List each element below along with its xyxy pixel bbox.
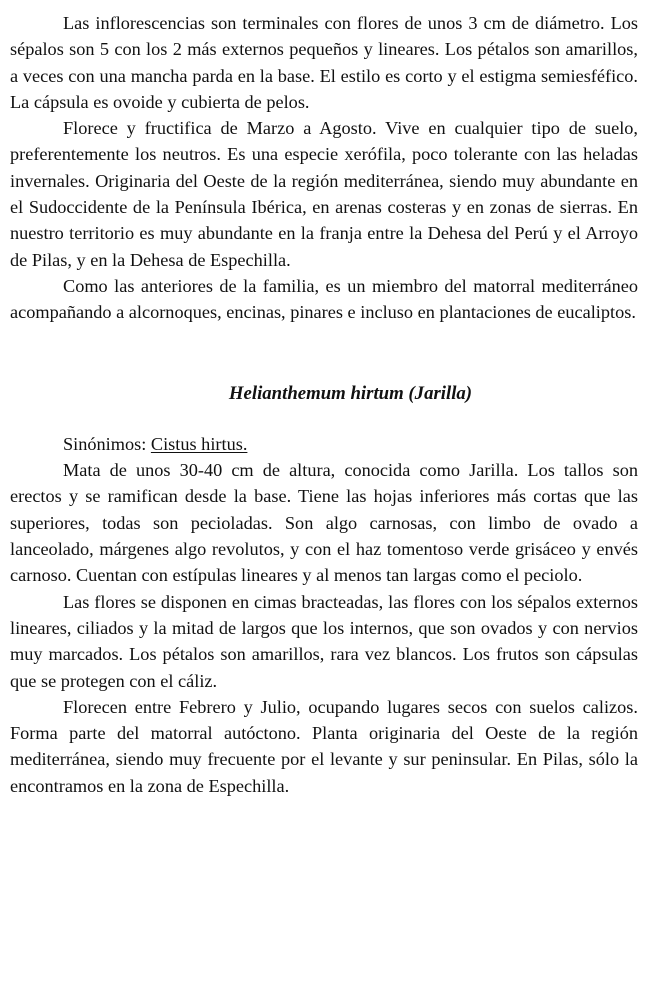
document-page: [10, 0, 638, 799]
paragraph-flowers: Las flores se disponen en cimas bracteadas, las flores con los sépalos externos lineares, ciliados y la mitad de largos que los internos, que son ovados y con nervios muy marcados. Los pétalos son amarillos, rara vez blancos. Los frutos son cápsulas que se protegen con el cáliz.: [10, 591, 638, 691]
paragraph-flowering-habitat: Florece y fructifica de Marzo a Agosto. Vive en cualquier tipo de suelo, preferentemente los neutros. Es una especie xerófila, poco tolerante con las heladas invernales. Originaria del Oeste de la región mediterránea, siendo muy abundante en el Sudoccidente de la Península Ibérica, en arenas costeras y en zonas de sierras. En nuestro territorio es muy abundante en la franja entre la Dehesa del Perú y el Arroyo de Pilas, y en la Dehesa de Espechilla.: [10, 118, 638, 270]
paragraph-inflorescence: Las inflorescencias son terminales con flores de unos 3 cm de diámetro. Los sépalos son 5 con los 2 más externos pequeños y lineares. Los pétalos son amarillos, a veces con una mancha parda en la base. El estilo es corto y el estigma semiesféfico. La cápsula es ovoide y cubierta de pelos.: [10, 13, 638, 112]
synonyms-label: Sinónimos:: [63, 433, 147, 454]
synonyms-value: Cistus hirtus.: [150, 433, 248, 454]
section-helianthemum-hirtum: [10, 381, 638, 799]
synonyms-line: [10, 431, 638, 457]
species-title: Helianthemum hirtum (Jarilla): [228, 382, 473, 404]
paragraph-flowering-distribution: Florecen entre Febrero y Julio, ocupando lugares secos con suelos calizos. Forma parte del matorral autóctono. Planta originaria del Oeste de la región mediterránea, siendo muy frecuente por el levante y sur peninsular. En Pilas, sólo la encontramos en la zona de Espechilla.: [10, 696, 638, 796]
paragraph-matorral: Como las anteriores de la familia, es un miembro del matorral mediterráneo acompañando a alcornoques, encinas, pinares e incluso en plantaciones de eucaliptos.: [10, 275, 638, 323]
paragraph-description: Mata de unos 30-40 cm de altura, conocida como Jarilla. Los tallos son erectos y se ramifican desde la base. Tiene las hojas inferiores más cortas que las superiores, todas son pecioladas. Son algo carnosas, con limbo de ovado a lanceolado, márgenes algo revolutos, y con el haz tomentoso verde grisáceo y envés carnoso. Cuentan con estípulas lineares y al menos tan largas como el peciolo.: [10, 460, 638, 586]
section-continued-description: [10, 0, 638, 326]
